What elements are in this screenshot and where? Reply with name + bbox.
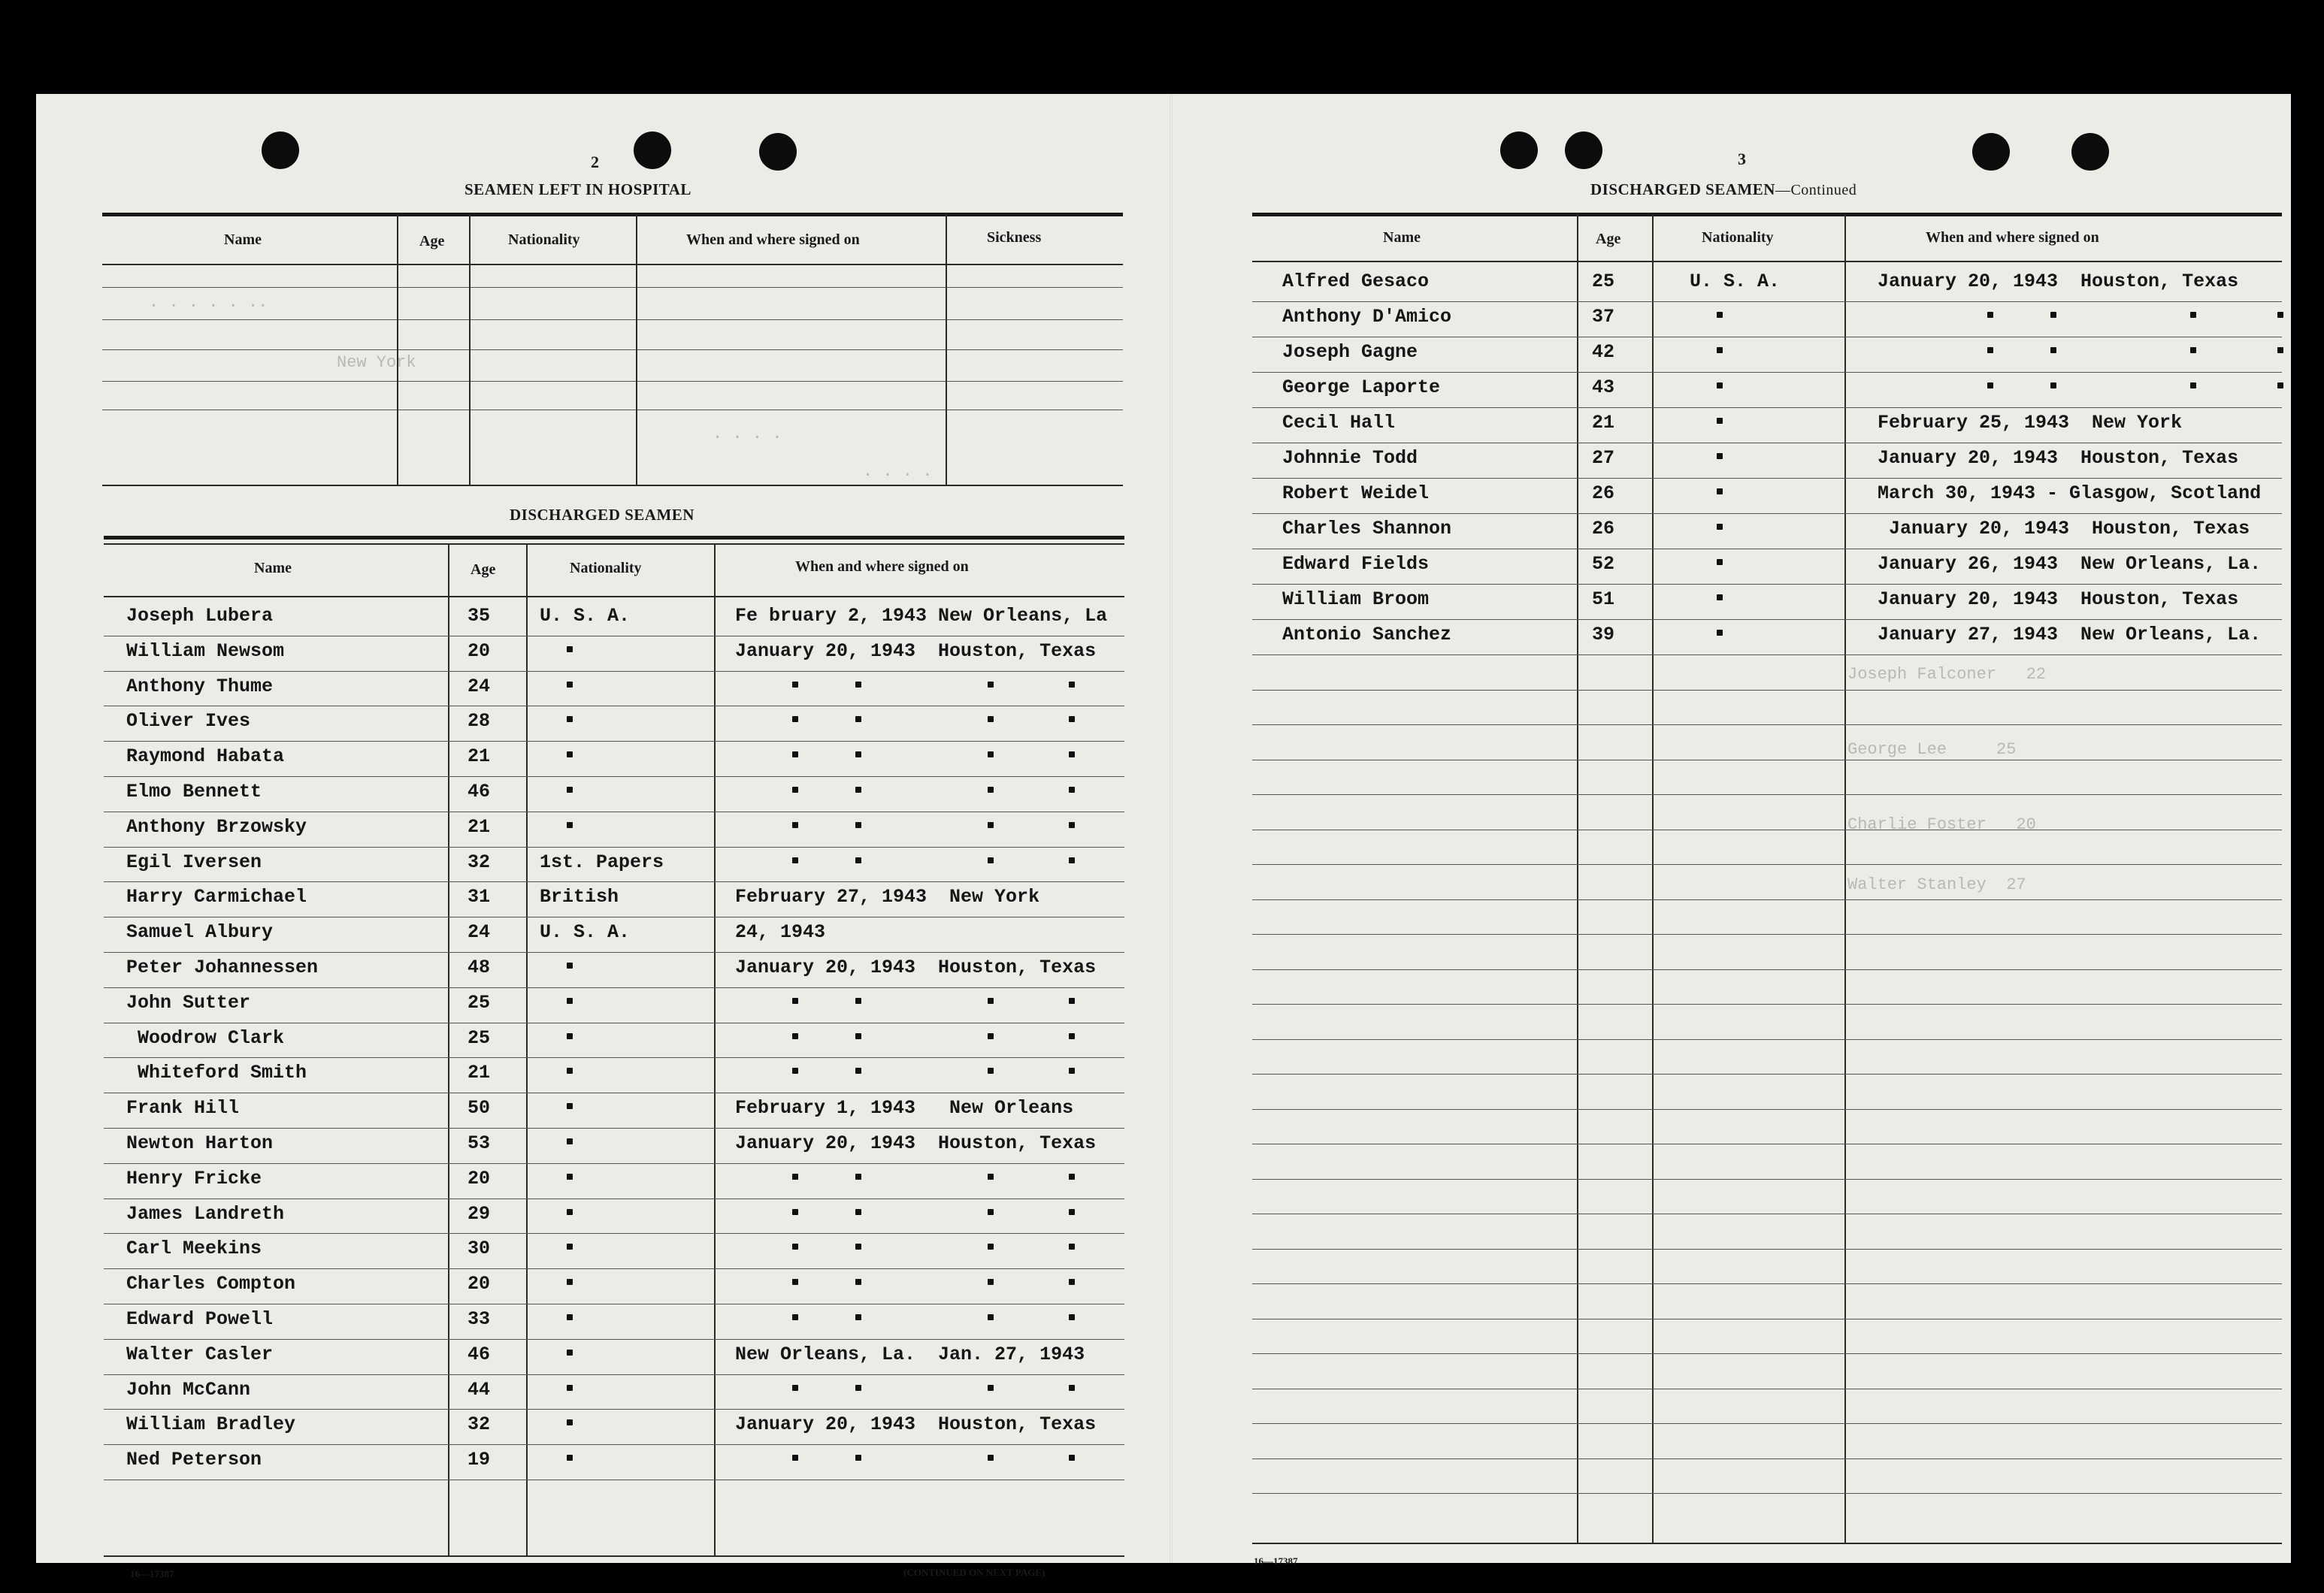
seaman-name: Joseph Gagne <box>1282 341 1418 363</box>
ditto-mark <box>988 1279 994 1285</box>
continued-note: (CONTINUED ON NEXT PAGE) <box>903 1567 1045 1578</box>
col-header-age: Age <box>471 561 496 578</box>
seaman-name: Anthony Brzowsky <box>126 815 307 838</box>
seaman-name: Anthony D'Amico <box>1282 306 1452 328</box>
seaman-age: 46 <box>468 1343 491 1365</box>
form-number: 16—17387 <box>130 1568 174 1579</box>
continued-section-title: DISCHARGED SEAMEN—Continued <box>1590 180 1857 198</box>
seaman-age: 25 <box>468 991 491 1014</box>
ditto-mark <box>1987 347 1993 353</box>
seaman-age: 21 <box>468 745 491 768</box>
ditto-mark <box>1987 382 1993 388</box>
seaman-age: 21 <box>1592 412 1615 434</box>
ditto-mark <box>2190 312 2196 318</box>
ditto-mark <box>567 1279 573 1285</box>
ditto-mark <box>855 787 861 793</box>
seaman-age: 26 <box>1592 518 1615 540</box>
seaman-age: 31 <box>468 886 491 908</box>
ditto-mark <box>2190 382 2196 388</box>
seaman-age: 20 <box>468 639 491 662</box>
seaman-signed-on: January 27, 1943 New Orleans, La. <box>1878 624 2262 645</box>
ditto-mark <box>855 857 861 863</box>
seaman-age: 33 <box>468 1308 491 1330</box>
seaman-name: Charles Shannon <box>1282 518 1452 540</box>
ditto-mark <box>855 822 861 828</box>
seaman-age: 19 <box>468 1449 491 1471</box>
seaman-age: 51 <box>1592 588 1615 610</box>
ditto-mark <box>988 682 994 688</box>
ditto-mark <box>2190 347 2196 353</box>
seaman-name: Oliver Ives <box>126 710 251 733</box>
ditto-mark <box>792 1068 798 1074</box>
ditto-mark <box>1069 822 1075 828</box>
seaman-name: Woodrow Clark <box>126 1026 285 1049</box>
ditto-mark <box>567 646 573 652</box>
bleed-through-text: . . . . . .. <box>149 293 268 312</box>
ditto-mark <box>792 682 798 688</box>
ditto-mark <box>855 1068 861 1074</box>
col-header-signed-on: When and where signed on <box>795 558 969 575</box>
col-header-signed-on: When and where signed on <box>1926 229 2099 246</box>
bleed-through-text: New York <box>337 353 416 372</box>
seaman-signed-on: January 20, 1943 Houston, Texas <box>735 1132 1097 1154</box>
ditto-mark <box>1069 857 1075 863</box>
page-number: 3 <box>1738 150 1746 168</box>
bleed-through-text: . . . . <box>863 462 933 481</box>
seaman-name: William Broom <box>1282 588 1430 610</box>
ditto-mark <box>855 682 861 688</box>
seaman-signed-on: January 26, 1943 New Orleans, La. <box>1878 553 2262 575</box>
ditto-mark <box>567 1419 573 1425</box>
seaman-age: 42 <box>1592 341 1615 363</box>
seaman-name: William Newsom <box>126 639 285 662</box>
seaman-signed-on: January 20, 1943 Houston, Texas <box>1878 447 2239 469</box>
ditto-mark <box>1069 716 1075 722</box>
ditto-mark <box>988 787 994 793</box>
ditto-mark <box>567 1385 573 1391</box>
seaman-name: Henry Fricke <box>126 1167 262 1189</box>
ditto-mark <box>1717 347 1723 353</box>
seaman-age: 37 <box>1592 306 1615 328</box>
ditto-mark <box>1069 1314 1075 1320</box>
ditto-mark <box>567 1138 573 1144</box>
ditto-mark <box>988 1314 994 1320</box>
punch-hole <box>634 131 671 169</box>
ditto-mark <box>792 822 798 828</box>
ditto-mark <box>855 716 861 722</box>
ditto-mark <box>1717 559 1723 565</box>
seaman-name: Charles Compton <box>126 1273 296 1295</box>
scanned-document <box>36 94 2291 1579</box>
ditto-mark <box>567 751 573 757</box>
seaman-name: Joseph Lubera <box>126 605 274 627</box>
seaman-name: Harry Carmichael <box>126 886 307 908</box>
seaman-name: Carl Meekins <box>126 1238 262 1260</box>
ditto-mark <box>1987 312 1993 318</box>
seaman-name: Edward Fields <box>1282 553 1430 575</box>
ditto-mark <box>567 787 573 793</box>
ditto-mark <box>988 1068 994 1074</box>
ditto-mark <box>855 1174 861 1180</box>
seaman-name: William Bradley <box>126 1413 296 1436</box>
ditto-mark <box>567 1244 573 1250</box>
seaman-nationality: British <box>540 886 619 908</box>
col-header-name: Name <box>254 560 292 576</box>
ditto-mark <box>1069 787 1075 793</box>
seaman-nationality: U. S. A. <box>540 921 631 944</box>
ditto-mark <box>988 1033 994 1039</box>
ditto-mark <box>1069 1385 1075 1391</box>
ditto-mark <box>988 1174 994 1180</box>
ditto-mark <box>567 1314 573 1320</box>
seaman-name: Johnnie Todd <box>1282 447 1418 469</box>
seaman-name: Newton Harton <box>126 1132 274 1154</box>
col-header-nationality: Nationality <box>1702 229 1774 246</box>
ditto-mark <box>1069 1033 1075 1039</box>
ditto-mark <box>792 1314 798 1320</box>
ditto-mark <box>792 1455 798 1461</box>
seaman-name: Robert Weidel <box>1282 482 1430 504</box>
col-header-nationality: Nationality <box>508 231 580 248</box>
seaman-signed-on: Fe bruary 2, 1943 New Orleans, La <box>735 605 1108 627</box>
ditto-mark <box>567 1033 573 1039</box>
ditto-mark <box>1717 630 1723 636</box>
bleed-through-text: Walter Stanley 27 <box>1847 875 2026 894</box>
seaman-signed-on: January 20, 1943 Houston, Texas <box>735 957 1097 978</box>
punch-hole <box>2071 133 2109 171</box>
ditto-mark <box>855 1279 861 1285</box>
ditto-mark <box>792 716 798 722</box>
ditto-mark <box>1717 453 1723 459</box>
ditto-mark <box>2050 312 2056 318</box>
discharged-section-title: DISCHARGED SEAMEN <box>510 506 694 524</box>
seaman-age: 32 <box>468 851 491 873</box>
ditto-mark <box>792 1209 798 1215</box>
ditto-mark <box>2277 312 2283 318</box>
punch-hole <box>759 133 797 171</box>
punch-hole <box>1972 133 2010 171</box>
form-number: 16—17387 <box>1254 1555 1298 1567</box>
seaman-age: 44 <box>468 1378 491 1401</box>
seaman-age: 30 <box>468 1238 491 1260</box>
seaman-age: 35 <box>468 605 491 627</box>
ditto-mark <box>988 751 994 757</box>
ditto-mark <box>567 682 573 688</box>
seaman-nationality: U. S. A. <box>540 605 631 627</box>
col-header-sickness: Sickness <box>987 229 1042 246</box>
seaman-name: Ned Peterson <box>126 1449 262 1471</box>
seaman-signed-on: January 20, 1943 Houston, Texas <box>1878 271 2239 292</box>
ditto-mark <box>792 1033 798 1039</box>
ditto-mark <box>988 857 994 863</box>
seaman-name: Elmo Bennett <box>126 781 262 803</box>
seaman-age: 48 <box>468 957 491 978</box>
ditto-mark <box>1717 418 1723 424</box>
seaman-age: 20 <box>468 1167 491 1189</box>
ditto-mark <box>2277 347 2283 353</box>
ditto-mark <box>792 1279 798 1285</box>
bleed-through-text: Charlie Foster 20 <box>1847 815 2036 834</box>
ditto-mark <box>988 1244 994 1250</box>
ditto-mark <box>1717 312 1723 318</box>
bleed-through-text: Joseph Falconer 22 <box>1847 665 2047 684</box>
seaman-name: John McCann <box>126 1378 251 1401</box>
ditto-mark <box>855 1244 861 1250</box>
seaman-age: 52 <box>1592 553 1615 575</box>
ditto-mark <box>2050 347 2056 353</box>
seaman-name: James Landreth <box>126 1202 285 1225</box>
ditto-mark <box>988 716 994 722</box>
seaman-age: 24 <box>468 675 491 697</box>
ditto-mark <box>988 1385 994 1391</box>
seaman-age: 25 <box>1592 271 1615 292</box>
ditto-mark <box>567 1174 573 1180</box>
ditto-mark <box>855 1455 861 1461</box>
seaman-name: John Sutter <box>126 991 251 1014</box>
ditto-mark <box>988 822 994 828</box>
seaman-signed-on: January 20, 1943 Houston, Texas <box>1878 588 2239 610</box>
ditto-mark <box>1069 1068 1075 1074</box>
ditto-mark <box>567 716 573 722</box>
seaman-age: 32 <box>468 1413 491 1436</box>
ditto-mark <box>792 1244 798 1250</box>
ditto-mark <box>855 1033 861 1039</box>
seaman-name: Peter Johannessen <box>126 957 319 978</box>
seaman-signed-on: February 27, 1943 New York <box>735 886 1040 908</box>
seaman-age: 24 <box>468 921 491 944</box>
ditto-mark <box>1717 488 1723 494</box>
ditto-mark <box>567 1455 573 1461</box>
ditto-mark <box>567 1209 573 1215</box>
ditto-mark <box>988 1209 994 1215</box>
ditto-mark <box>792 787 798 793</box>
seaman-signed-on: 24, 1943 <box>735 921 826 944</box>
ditto-mark <box>1717 594 1723 600</box>
ditto-mark <box>2050 382 2056 388</box>
ditto-mark <box>792 1174 798 1180</box>
seaman-nationality: 1st. Papers <box>540 851 664 873</box>
seaman-name: George Laporte <box>1282 376 1441 398</box>
seaman-age: 39 <box>1592 624 1615 645</box>
ditto-mark <box>567 998 573 1004</box>
seaman-name: Frank Hill <box>126 1097 240 1120</box>
seaman-nationality: U. S. A. <box>1690 271 1781 292</box>
seaman-signed-on: New Orleans, La. Jan. 27, 1943 <box>735 1343 1085 1365</box>
seaman-age: 21 <box>468 815 491 838</box>
seaman-age: 27 <box>1592 447 1615 469</box>
ditto-mark <box>855 1385 861 1391</box>
ditto-mark <box>1069 682 1075 688</box>
bleed-through-text: George Lee 25 <box>1847 740 2017 759</box>
col-header-nationality: Nationality <box>570 560 642 576</box>
seaman-age: 43 <box>1592 376 1615 398</box>
ditto-mark <box>855 1209 861 1215</box>
ditto-mark <box>792 998 798 1004</box>
right-page <box>1171 94 2291 1567</box>
seaman-name: Cecil Hall <box>1282 412 1396 434</box>
ditto-mark <box>855 998 861 1004</box>
seaman-age: 20 <box>468 1273 491 1295</box>
seaman-name: Antonio Sanchez <box>1282 624 1452 645</box>
ditto-mark <box>2277 382 2283 388</box>
seaman-age: 26 <box>1592 482 1615 504</box>
ditto-mark <box>792 857 798 863</box>
ditto-mark <box>1069 998 1075 1004</box>
ditto-mark <box>1069 751 1075 757</box>
page-number: 2 <box>591 153 599 171</box>
seaman-age: 53 <box>468 1132 491 1154</box>
ditto-mark <box>855 751 861 757</box>
ditto-mark <box>792 1385 798 1391</box>
ditto-mark <box>1069 1455 1075 1461</box>
seaman-name: Anthony Thume <box>126 675 274 697</box>
seaman-name: Walter Casler <box>126 1343 274 1365</box>
seaman-name: Raymond Habata <box>126 745 285 768</box>
ditto-mark <box>567 1068 573 1074</box>
col-header-signed-on: When and where signed on <box>686 231 860 248</box>
ditto-mark <box>988 998 994 1004</box>
left-page <box>36 94 1171 1579</box>
seaman-age: 21 <box>468 1062 491 1084</box>
seaman-name: Edward Powell <box>126 1308 274 1330</box>
bleed-through-text: . . . . <box>713 425 782 443</box>
ditto-mark <box>792 751 798 757</box>
ditto-mark <box>567 1103 573 1109</box>
seaman-signed-on: January 20, 1943 Houston, Texas <box>735 639 1097 662</box>
seaman-age: 46 <box>468 781 491 803</box>
hospital-section-title: SEAMEN LEFT IN HOSPITAL <box>464 180 691 198</box>
seaman-signed-on: January 20, 1943 Houston, Texas <box>735 1413 1097 1436</box>
seaman-signed-on: January 20, 1943 Houston, Texas <box>1878 518 2250 540</box>
ditto-mark <box>567 822 573 828</box>
col-header-age: Age <box>419 233 445 249</box>
punch-hole <box>1500 131 1538 169</box>
seaman-name: Alfred Gesaco <box>1282 271 1430 292</box>
col-header-age: Age <box>1596 231 1621 247</box>
ditto-mark <box>567 1350 573 1356</box>
seaman-age: 50 <box>468 1097 491 1120</box>
ditto-mark <box>1069 1279 1075 1285</box>
punch-hole <box>1565 131 1602 169</box>
ditto-mark <box>988 1455 994 1461</box>
ditto-mark <box>1069 1209 1075 1215</box>
seaman-name: Egil Iversen <box>126 851 262 873</box>
seaman-name: Samuel Albury <box>126 921 274 944</box>
ditto-mark <box>1717 382 1723 388</box>
seaman-age: 28 <box>468 710 491 733</box>
ditto-mark <box>1069 1244 1075 1250</box>
col-header-name: Name <box>1383 229 1421 246</box>
ditto-mark <box>855 1314 861 1320</box>
seaman-signed-on: February 25, 1943 New York <box>1878 412 2183 434</box>
seaman-age: 29 <box>468 1202 491 1225</box>
seaman-signed-on: March 30, 1943 - Glasgow, Scotland <box>1878 482 2262 504</box>
seaman-signed-on: February 1, 1943 New Orleans <box>735 1097 1074 1120</box>
ditto-mark <box>1069 1174 1075 1180</box>
seaman-name: Whiteford Smith <box>126 1062 307 1084</box>
seaman-age: 25 <box>468 1026 491 1049</box>
punch-hole <box>262 131 299 169</box>
ditto-mark <box>1717 524 1723 530</box>
ditto-mark <box>567 963 573 969</box>
col-header-name: Name <box>224 231 262 248</box>
